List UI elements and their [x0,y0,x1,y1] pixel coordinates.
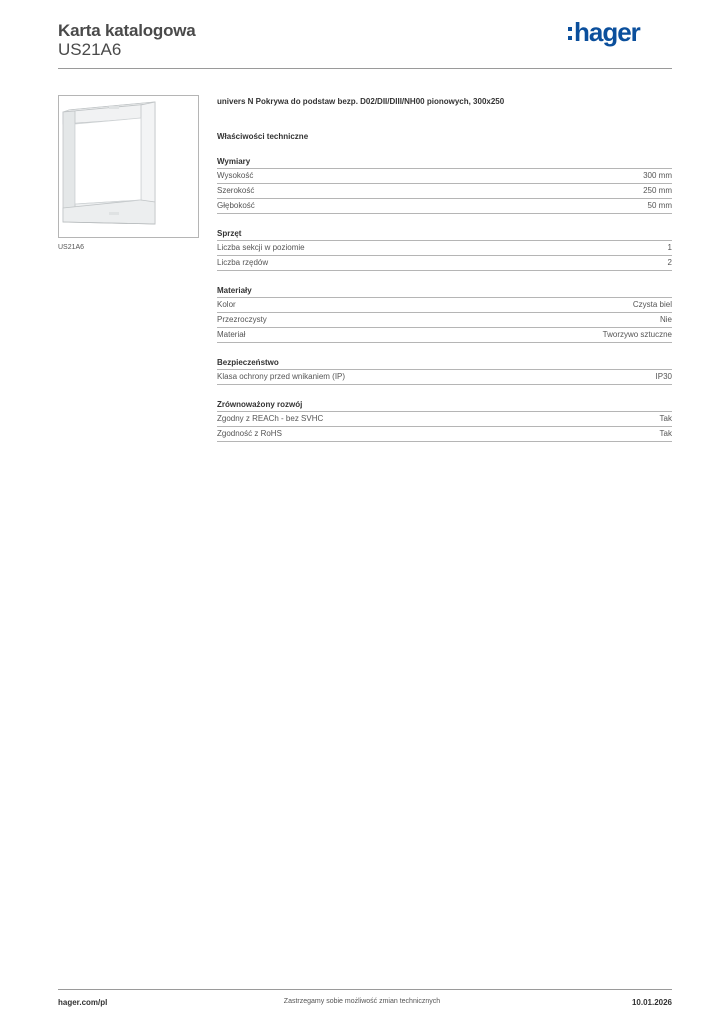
spec-row [217,312,672,327]
technical-properties-heading: Właściwości techniczne [217,132,309,141]
section-heading: Zrównoważony rozwój [217,400,303,409]
spec-value: 2 [667,258,672,267]
section-heading: Wymiary [217,157,251,166]
spec-label: Przezroczysty [217,315,267,324]
spec-value: 50 mm [647,201,672,210]
image-caption: US21A6 [58,244,85,251]
frame-product-icon [59,96,198,237]
spec-label: Klasa ochrony przed wnikaniem (IP) [217,372,346,381]
section-equipment [217,228,672,271]
product-description: univers N Pokrywa do podstaw bezp. D02/DII/DIII/NH00 pionowych, 300x250 [217,97,505,106]
section-heading: Bezpieczeństwo [217,358,279,367]
spec-value: 300 mm [643,171,672,180]
spec-label: Materiał [217,330,246,339]
page-title: Karta katalogowa [58,21,196,40]
logo-dots-icon [568,27,572,40]
spec-label: Kolor [217,300,236,309]
spec-value: 1 [667,243,672,252]
spec-row [217,426,672,442]
hager-logo [568,16,640,48]
spec-row [217,240,672,255]
spec-row [217,297,672,312]
logo-text: hager [574,16,640,47]
spec-row [217,411,672,426]
spec-row [217,369,672,385]
section-heading: Materiały [217,286,252,295]
spec-value: Tak [659,429,672,438]
specification-content [217,96,672,442]
footer-date: 10.01.2026 [631,998,672,1007]
footer-divider [58,989,672,990]
spec-value: Nie [659,315,672,324]
section-dimensions [217,156,672,214]
spec-value: Czysta biel [632,300,672,309]
footer-disclaimer: Zastrzegamy sobie możliwość zmian technicznych [283,998,441,1005]
spec-label: Zgodność z RoHS [217,429,282,438]
spec-value: 250 mm [643,186,672,195]
spec-row [217,327,672,343]
section-heading: Sprzęt [217,229,242,238]
spec-label: Szerokość [217,186,255,195]
spec-label: Głębokość [217,201,255,210]
product-code: US21A6 [58,40,122,59]
spec-value: Tworzywo sztuczne [602,330,672,339]
spec-value: IP30 [655,372,672,381]
spec-row [217,183,672,198]
spec-label: Liczba rzędów [217,258,269,267]
spec-label: Zgodny z REACh - bez SVHC [217,414,324,423]
spec-value: Tak [659,414,672,423]
section-materials [217,285,672,343]
footer-website-link[interactable]: hager.com/pl [58,998,108,1007]
spec-label: Wysokość [217,171,254,180]
spec-row [217,168,672,183]
header-divider [58,68,672,69]
section-sustainability [217,399,672,442]
spec-row [217,255,672,271]
spec-row [217,198,672,214]
spec-label: Liczba sekcji w poziomie [217,243,305,252]
product-image [58,95,199,238]
section-safety [217,357,672,385]
